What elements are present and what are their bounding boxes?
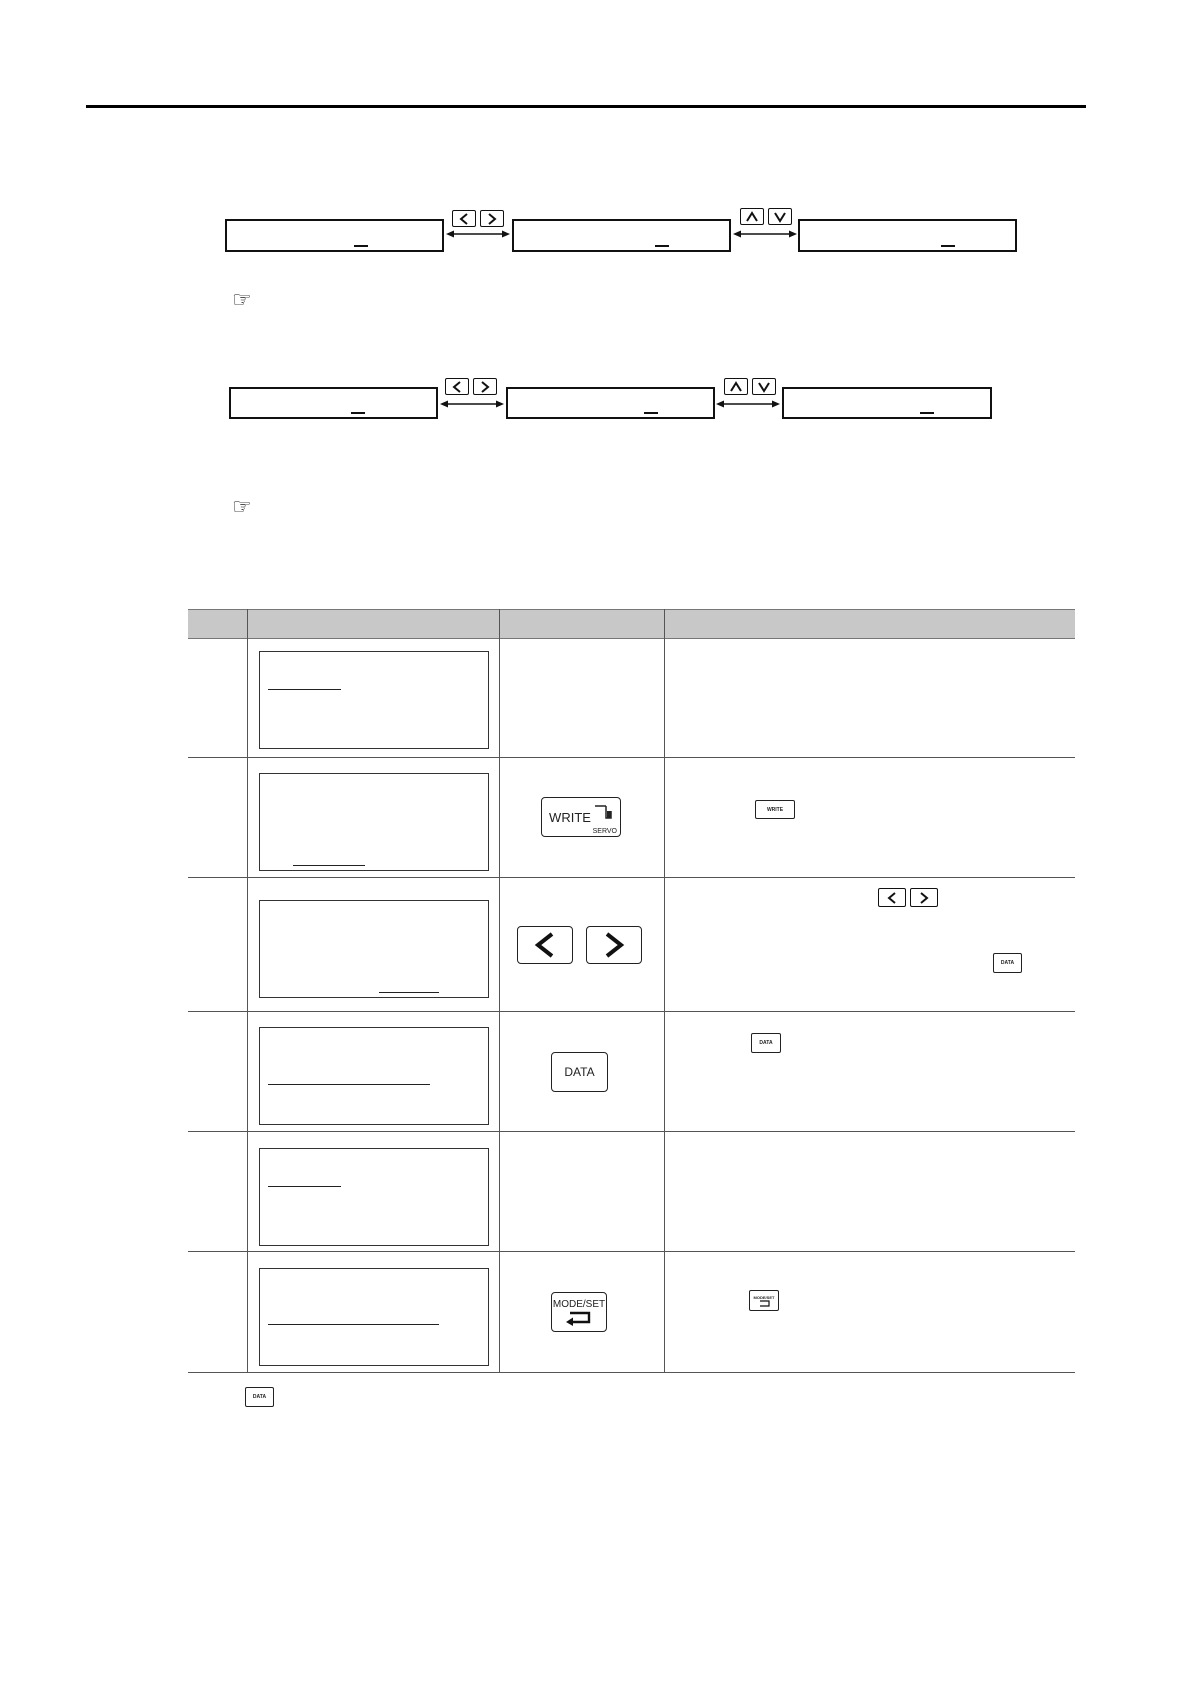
chevron-down-icon [774, 211, 786, 223]
mini-data-label: DATA [1000, 960, 1015, 966]
panel-display-row-4 [259, 1027, 489, 1125]
chevron-down-icon [758, 381, 770, 393]
col-divider-1 [247, 609, 248, 1372]
up-key-1[interactable] [740, 208, 764, 225]
mini-data-label: DATA [759, 1040, 773, 1046]
chevron-up-icon [730, 381, 742, 393]
col-divider-2 [499, 609, 500, 1372]
down-key-2[interactable] [752, 378, 776, 395]
chevron-left-icon [451, 381, 463, 393]
panel-display-row-2 [259, 773, 489, 871]
servo-key-label: SERVO [592, 828, 617, 835]
mini-data-key-row-4 [751, 1033, 781, 1053]
chevron-left-icon [886, 892, 898, 904]
mini-mode-set-key [749, 1290, 779, 1311]
chevron-right-icon [486, 213, 498, 225]
row-divider-2 [188, 877, 1075, 878]
row-divider-1 [188, 757, 1075, 758]
return-arrow-icon [564, 1310, 594, 1326]
mini-right-key [910, 888, 938, 907]
row-divider-4 [188, 1131, 1075, 1132]
data-key[interactable] [551, 1052, 608, 1092]
double-arrow-2b [716, 399, 780, 409]
mini-data-label: DATA [252, 1394, 267, 1400]
row-divider-3 [188, 1011, 1075, 1012]
double-arrow-1b [733, 229, 797, 239]
chevron-right-icon [602, 932, 626, 958]
mini-write-key [755, 800, 795, 819]
hand-pointer-icon-2: ☞ [232, 494, 252, 519]
down-key-1[interactable] [768, 208, 792, 225]
chevron-right-icon [918, 892, 930, 904]
data-key-label: DATA [564, 1065, 595, 1079]
lcd-display-2a [229, 387, 438, 419]
right-key-1[interactable] [480, 210, 504, 227]
chevron-left-icon [533, 932, 557, 958]
row-divider-5 [188, 1251, 1075, 1252]
double-arrow-1a [446, 229, 510, 239]
header-rule [86, 105, 1086, 108]
right-big-key[interactable] [586, 926, 642, 964]
write-key-label: WRITE [549, 809, 591, 825]
return-arrow-icon [757, 1300, 771, 1307]
mode-set-key-label: MODE/SET [552, 1298, 606, 1310]
panel-display-row-5 [259, 1148, 489, 1246]
left-key-2[interactable] [445, 378, 469, 395]
double-arrow-2a [440, 399, 504, 409]
chevron-up-icon [746, 211, 758, 223]
hand-press-icon [594, 803, 614, 821]
table-header [188, 609, 1075, 639]
lcd-display-1b [512, 219, 731, 252]
mini-left-key [878, 888, 906, 907]
panel-display-row-1 [259, 651, 489, 749]
lcd-display-1c [798, 219, 1017, 252]
mini-mode-set-label: MODE/SET [753, 1294, 775, 1300]
lcd-display-2c [782, 387, 992, 419]
lcd-display-2b [506, 387, 715, 419]
footnote-data-key [245, 1387, 274, 1407]
panel-display-row-6 [259, 1268, 489, 1366]
mini-data-key-row-3 [993, 953, 1022, 973]
mini-write-label: WRITE [766, 806, 784, 813]
right-key-2[interactable] [473, 378, 497, 395]
row-divider-6 [188, 1372, 1075, 1373]
mode-set-key[interactable] [551, 1292, 607, 1332]
up-key-2[interactable] [724, 378, 748, 395]
lcd-display-1a [225, 219, 444, 252]
chevron-right-icon [479, 381, 491, 393]
chevron-left-icon [458, 213, 470, 225]
write-servo-key[interactable] [541, 797, 621, 837]
hand-pointer-icon-1: ☞ [232, 287, 252, 312]
panel-display-row-3 [259, 900, 489, 998]
left-big-key[interactable] [517, 926, 573, 964]
left-key-1[interactable] [452, 210, 476, 227]
col-divider-3 [664, 609, 665, 1372]
